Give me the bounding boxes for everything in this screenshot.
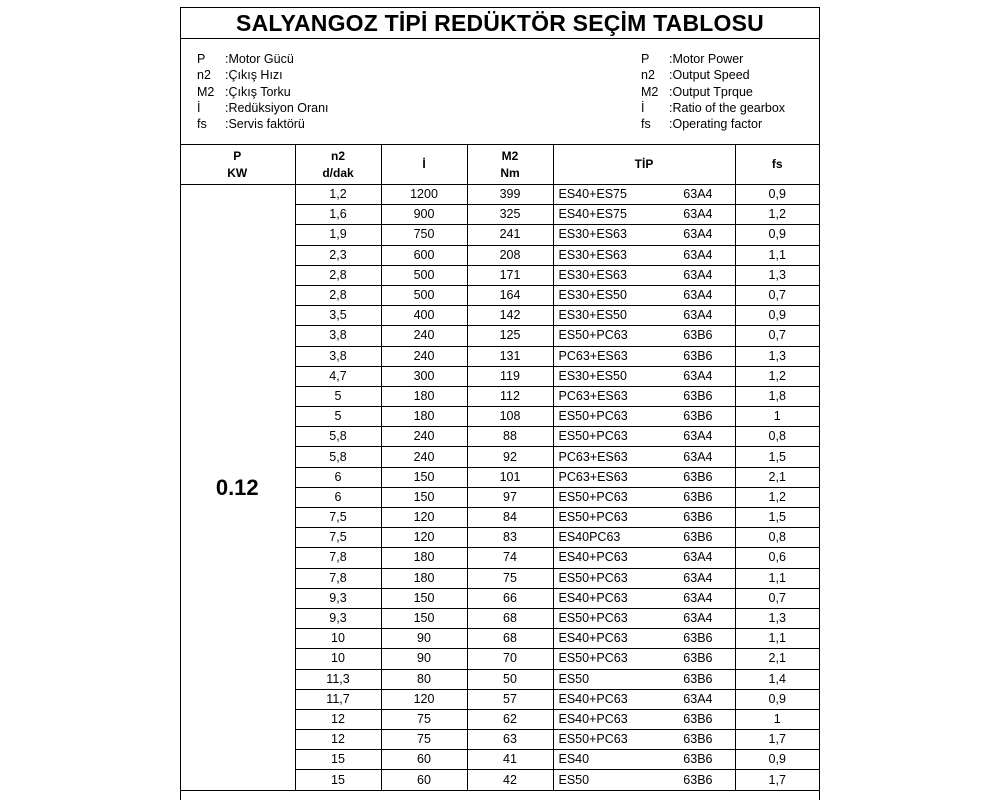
torque-cell: 68 — [467, 629, 553, 649]
legend-text: :Motor Power — [669, 52, 744, 66]
legend-symbol: M2 — [197, 84, 215, 99]
gearbox-type: ES50 — [558, 671, 590, 686]
service-factor-cell: 0,6 — [735, 548, 819, 568]
motor-code: 63A4 — [683, 187, 713, 202]
legend-text: :Servis faktörü — [225, 117, 305, 132]
type-cell — [553, 487, 735, 507]
gearbox-type: ES50+PC63 — [558, 489, 628, 504]
legend-line — [197, 116, 329, 132]
ratio-cell: 600 — [381, 245, 467, 265]
legend-line — [641, 116, 785, 132]
header-unit: Nm — [500, 165, 520, 180]
output-speed-cell: 7,8 — [295, 548, 381, 568]
torque-cell: 84 — [467, 508, 553, 528]
motor-code: 63A4 — [683, 429, 713, 444]
service-factor-cell: 2,1 — [735, 467, 819, 487]
legend-symbol: M2 — [641, 84, 659, 99]
gearbox-type: ES30+ES50 — [558, 368, 627, 383]
type-cell-content — [554, 347, 735, 366]
output-speed-cell: 1,6 — [295, 205, 381, 225]
type-cell-content — [554, 609, 735, 628]
type-cell-content — [554, 407, 735, 426]
type-cell — [553, 366, 735, 386]
type-cell — [553, 185, 735, 205]
output-speed-cell: 9,3 — [295, 608, 381, 628]
output-speed-cell: 7,5 — [295, 528, 381, 548]
ratio-cell: 1200 — [381, 185, 467, 205]
output-speed-cell: 2,8 — [295, 285, 381, 305]
gearbox-type: ES50+PC63 — [558, 409, 628, 424]
legend — [181, 39, 819, 144]
motor-code: 63A4 — [683, 550, 713, 565]
service-factor-cell: 1,8 — [735, 386, 819, 406]
legend-line — [197, 67, 329, 83]
motor-code: 63B6 — [683, 631, 713, 646]
type-cell-content — [554, 629, 735, 648]
gearbox-type: ES30+ES63 — [558, 267, 627, 282]
type-cell — [553, 528, 735, 548]
column-header-type: TİP — [553, 145, 735, 185]
gearbox-type: ES50+PC63 — [558, 611, 628, 626]
motor-code: 63B6 — [683, 772, 713, 787]
torque-cell: 50 — [467, 669, 553, 689]
motor-code: 63B6 — [683, 409, 713, 424]
torque-cell: 70 — [467, 649, 553, 669]
output-speed-cell: 6 — [295, 487, 381, 507]
gearbox-type: ES40+ES75 — [558, 187, 627, 202]
motor-code: 63B6 — [683, 711, 713, 726]
ratio-cell: 90 — [381, 629, 467, 649]
type-cell — [553, 508, 735, 528]
ratio-cell: 500 — [381, 285, 467, 305]
legend-symbol: İ — [197, 100, 201, 115]
service-factor-cell: 1,5 — [735, 508, 819, 528]
legend-text: :Output Speed — [669, 68, 750, 83]
header-line: M2 — [501, 148, 519, 163]
output-speed-cell: 1,2 — [295, 185, 381, 205]
torque-cell: 131 — [467, 346, 553, 366]
output-speed-cell: 11,3 — [295, 669, 381, 689]
type-cell — [553, 709, 735, 729]
service-factor-cell: 1,1 — [735, 245, 819, 265]
service-factor-cell: 1,2 — [735, 366, 819, 386]
header-unit: d/dak — [322, 165, 354, 180]
column-header-output-speed — [295, 145, 381, 185]
type-cell-content — [554, 670, 735, 689]
torque-cell: 125 — [467, 326, 553, 346]
type-cell — [553, 568, 735, 588]
gearbox-type: ES50+PC63 — [558, 510, 628, 525]
type-cell-content — [554, 569, 735, 588]
legend-line — [641, 100, 785, 116]
gearbox-type: ES50+PC63 — [558, 651, 628, 666]
motor-code: 63A4 — [683, 691, 713, 706]
legend-text: :Ratio of the gearbox — [669, 100, 786, 115]
motor-code: 63A4 — [683, 449, 713, 464]
type-cell — [553, 689, 735, 709]
type-cell — [553, 770, 735, 790]
ratio-cell: 750 — [381, 225, 467, 245]
type-cell — [553, 467, 735, 487]
torque-cell: 97 — [467, 487, 553, 507]
ratio-cell: 240 — [381, 447, 467, 467]
legend-line — [641, 67, 785, 83]
motor-code: 63B6 — [683, 489, 713, 504]
output-speed-cell: 3,8 — [295, 326, 381, 346]
gearbox-type: ES50+PC63 — [558, 429, 628, 444]
ratio-cell: 150 — [381, 467, 467, 487]
type-cell-content — [554, 488, 735, 507]
type-cell-content — [554, 690, 735, 709]
legend-line — [197, 100, 329, 116]
service-factor-cell: 0,9 — [735, 689, 819, 709]
torque-cell: 325 — [467, 205, 553, 225]
legend-line — [641, 84, 785, 100]
service-factor-cell: 1,5 — [735, 447, 819, 467]
table-row — [180, 185, 819, 205]
torque-cell: 62 — [467, 709, 553, 729]
service-factor-cell: 0,8 — [735, 427, 819, 447]
service-factor-cell: 1,2 — [735, 205, 819, 225]
ratio-cell: 180 — [381, 386, 467, 406]
table-body — [180, 185, 819, 791]
ratio-cell: 60 — [381, 750, 467, 770]
motor-code: 63A4 — [683, 368, 713, 383]
service-factor-cell: 1,3 — [735, 346, 819, 366]
gearbox-type: PC63+ES63 — [558, 388, 628, 403]
type-cell-content — [554, 508, 735, 527]
type-cell-content — [554, 750, 735, 769]
ratio-cell: 240 — [381, 427, 467, 447]
motor-code: 63B6 — [683, 469, 713, 484]
type-cell-content — [554, 427, 735, 446]
torque-cell: 101 — [467, 467, 553, 487]
type-cell-content — [554, 589, 735, 608]
service-factor-cell: 1,1 — [735, 568, 819, 588]
ratio-cell: 75 — [381, 730, 467, 750]
service-factor-cell: 1,2 — [735, 487, 819, 507]
legend-line — [641, 51, 785, 67]
motor-code: 63A4 — [683, 570, 713, 585]
service-factor-cell: 1 — [735, 709, 819, 729]
type-cell-content — [554, 528, 735, 547]
gearbox-type: ES30+ES50 — [558, 288, 627, 303]
type-cell-content — [554, 649, 735, 668]
legend-line — [197, 51, 329, 67]
output-speed-cell: 9,3 — [295, 588, 381, 608]
type-cell — [553, 447, 735, 467]
service-factor-cell: 0,9 — [735, 185, 819, 205]
type-cell-content — [554, 225, 735, 244]
column-header-power — [180, 145, 295, 185]
ratio-cell: 120 — [381, 508, 467, 528]
ratio-cell: 120 — [381, 689, 467, 709]
type-cell — [553, 306, 735, 326]
gearbox-selection-table — [180, 144, 819, 791]
torque-cell: 108 — [467, 407, 553, 427]
type-cell-content — [554, 205, 735, 224]
service-factor-cell: 0,7 — [735, 326, 819, 346]
ratio-cell: 240 — [381, 326, 467, 346]
selection-table-document — [180, 7, 820, 800]
type-cell — [553, 649, 735, 669]
column-header-ratio: İ — [381, 145, 467, 185]
motor-code: 63A4 — [683, 227, 713, 242]
motor-code: 63B6 — [683, 732, 713, 747]
torque-cell: 57 — [467, 689, 553, 709]
gearbox-type: ES40PC63 — [558, 530, 621, 545]
type-cell — [553, 346, 735, 366]
type-cell — [553, 750, 735, 770]
output-speed-cell: 6 — [295, 467, 381, 487]
motor-code: 63A4 — [683, 267, 713, 282]
type-cell-content — [554, 387, 735, 406]
motor-code: 63B6 — [683, 510, 713, 525]
motor-code: 63B6 — [683, 752, 713, 767]
gearbox-type: ES40+PC63 — [558, 711, 628, 726]
service-factor-cell: 1,3 — [735, 265, 819, 285]
ratio-cell: 500 — [381, 265, 467, 285]
torque-cell: 42 — [467, 770, 553, 790]
header-line: n2 — [330, 148, 345, 163]
service-factor-cell: 1,7 — [735, 730, 819, 750]
output-speed-cell: 7,8 — [295, 568, 381, 588]
ratio-cell: 900 — [381, 205, 467, 225]
gearbox-type: ES40+PC63 — [558, 691, 628, 706]
header-unit: KW — [227, 165, 248, 180]
type-cell-content — [554, 771, 735, 790]
legend-text: :Çıkış Torku — [225, 84, 291, 99]
torque-cell: 112 — [467, 386, 553, 406]
legend-symbol: fs — [641, 117, 651, 132]
ratio-cell: 150 — [381, 487, 467, 507]
type-cell-content — [554, 548, 735, 567]
service-factor-cell: 0,9 — [735, 306, 819, 326]
legend-symbol: P — [641, 52, 650, 66]
motor-code: 63B6 — [683, 530, 713, 545]
motor-code: 63B6 — [683, 328, 713, 343]
output-speed-cell: 3,8 — [295, 346, 381, 366]
type-cell — [553, 669, 735, 689]
type-cell-content — [554, 367, 735, 386]
output-speed-cell: 12 — [295, 709, 381, 729]
output-speed-cell: 11,7 — [295, 689, 381, 709]
type-cell-content — [554, 448, 735, 467]
gearbox-type: ES40 — [558, 752, 590, 767]
header-line: P — [233, 148, 242, 163]
gearbox-type: ES40+PC63 — [558, 550, 628, 565]
gearbox-type: ES50+PC63 — [558, 328, 628, 343]
ratio-cell: 180 — [381, 568, 467, 588]
output-speed-cell: 5,8 — [295, 427, 381, 447]
legend-english — [641, 51, 785, 132]
torque-cell: 68 — [467, 608, 553, 628]
gearbox-type: ES30+ES63 — [558, 227, 627, 242]
ratio-cell: 80 — [381, 669, 467, 689]
motor-power-cell: 0.12 — [180, 185, 295, 791]
legend-text: :Motor Gücü — [225, 52, 294, 66]
ratio-cell: 240 — [381, 346, 467, 366]
motor-code: 63A4 — [683, 590, 713, 605]
type-cell-content — [554, 468, 735, 487]
service-factor-cell: 1,3 — [735, 608, 819, 628]
legend-turkish — [197, 51, 329, 132]
type-cell-content — [554, 286, 735, 305]
torque-cell: 171 — [467, 265, 553, 285]
torque-cell: 63 — [467, 730, 553, 750]
ratio-cell: 300 — [381, 366, 467, 386]
ratio-cell: 400 — [381, 306, 467, 326]
torque-cell: 74 — [467, 548, 553, 568]
motor-code: 63B6 — [683, 671, 713, 686]
motor-code: 63A4 — [683, 288, 713, 303]
type-cell — [553, 285, 735, 305]
output-speed-cell: 10 — [295, 649, 381, 669]
ratio-cell: 75 — [381, 709, 467, 729]
torque-cell: 142 — [467, 306, 553, 326]
type-cell — [553, 326, 735, 346]
output-speed-cell: 5,8 — [295, 447, 381, 467]
gearbox-type: PC63+ES63 — [558, 449, 628, 464]
gearbox-type: PC63+ES63 — [558, 469, 628, 484]
service-factor-cell: 1,4 — [735, 669, 819, 689]
table-header-row — [180, 145, 819, 185]
legend-line — [197, 84, 329, 100]
gearbox-type: ES30+ES50 — [558, 308, 627, 323]
motor-code: 63A4 — [683, 308, 713, 323]
service-factor-cell: 0,7 — [735, 588, 819, 608]
service-factor-cell: 1,7 — [735, 770, 819, 790]
type-cell-content — [554, 326, 735, 345]
legend-symbol: P — [197, 52, 206, 66]
gearbox-type: ES30+ES63 — [558, 247, 627, 262]
torque-cell: 164 — [467, 285, 553, 305]
type-cell-content — [554, 266, 735, 285]
gearbox-type: ES40+PC63 — [558, 590, 628, 605]
output-speed-cell: 2,3 — [295, 245, 381, 265]
legend-symbol: İ — [641, 100, 645, 115]
torque-cell: 66 — [467, 588, 553, 608]
type-cell — [553, 629, 735, 649]
motor-code: 63A4 — [683, 207, 713, 222]
motor-code: 63B6 — [683, 348, 713, 363]
type-cell — [553, 386, 735, 406]
gearbox-type: ES50 — [558, 772, 590, 787]
output-speed-cell: 10 — [295, 629, 381, 649]
type-cell-content — [554, 185, 735, 204]
output-speed-cell: 5 — [295, 386, 381, 406]
output-speed-cell: 3,5 — [295, 306, 381, 326]
motor-code: 63B6 — [683, 388, 713, 403]
torque-cell: 92 — [467, 447, 553, 467]
motor-code: 63A4 — [683, 611, 713, 626]
legend-symbol: n2 — [197, 68, 211, 83]
torque-cell: 241 — [467, 225, 553, 245]
type-cell — [553, 427, 735, 447]
type-cell — [553, 548, 735, 568]
ratio-cell: 150 — [381, 608, 467, 628]
service-factor-cell: 0,9 — [735, 225, 819, 245]
torque-cell: 208 — [467, 245, 553, 265]
type-cell — [553, 730, 735, 750]
ratio-cell: 90 — [381, 649, 467, 669]
service-factor-cell: 0,8 — [735, 528, 819, 548]
type-cell — [553, 225, 735, 245]
service-factor-cell: 1 — [735, 407, 819, 427]
type-cell — [553, 608, 735, 628]
output-speed-cell: 4,7 — [295, 366, 381, 386]
service-factor-cell: 0,9 — [735, 750, 819, 770]
ratio-cell: 150 — [381, 588, 467, 608]
output-speed-cell: 5 — [295, 407, 381, 427]
legend-symbol: fs — [197, 117, 207, 132]
legend-text: :Output Tprque — [669, 84, 753, 99]
torque-cell: 119 — [467, 366, 553, 386]
gearbox-type: ES40+PC63 — [558, 631, 628, 646]
legend-text: :Çıkış Hızı — [225, 68, 283, 83]
torque-cell: 88 — [467, 427, 553, 447]
ratio-cell: 180 — [381, 548, 467, 568]
page-title: SALYANGOZ TİPİ REDÜKTÖR SEÇİM TABLOSU — [181, 8, 819, 39]
torque-cell: 399 — [467, 185, 553, 205]
legend-symbol: n2 — [641, 68, 655, 83]
type-cell-content — [554, 246, 735, 265]
motor-code: 63A4 — [683, 247, 713, 262]
service-factor-cell: 1,1 — [735, 629, 819, 649]
ratio-cell: 180 — [381, 407, 467, 427]
output-speed-cell: 15 — [295, 750, 381, 770]
torque-cell: 83 — [467, 528, 553, 548]
type-cell — [553, 245, 735, 265]
type-cell — [553, 205, 735, 225]
type-cell — [553, 588, 735, 608]
legend-text: :Redüksiyon Oranı — [225, 100, 329, 115]
ratio-cell: 60 — [381, 770, 467, 790]
motor-code: 63B6 — [683, 651, 713, 666]
torque-cell: 75 — [467, 568, 553, 588]
type-cell-content — [554, 710, 735, 729]
output-speed-cell: 7,5 — [295, 508, 381, 528]
legend-text: :Operating factor — [669, 117, 763, 132]
gearbox-type: ES50+PC63 — [558, 570, 628, 585]
column-header-torque — [467, 145, 553, 185]
ratio-cell: 120 — [381, 528, 467, 548]
torque-cell: 41 — [467, 750, 553, 770]
output-speed-cell: 1,9 — [295, 225, 381, 245]
type-cell — [553, 265, 735, 285]
type-cell-content — [554, 306, 735, 325]
type-cell — [553, 407, 735, 427]
gearbox-type: ES50+PC63 — [558, 732, 628, 747]
gearbox-type: PC63+ES63 — [558, 348, 628, 363]
output-speed-cell: 12 — [295, 730, 381, 750]
service-factor-cell: 0,7 — [735, 285, 819, 305]
type-cell-content — [554, 730, 735, 749]
service-factor-cell: 2,1 — [735, 649, 819, 669]
gearbox-type: ES40+ES75 — [558, 207, 627, 222]
output-speed-cell: 15 — [295, 770, 381, 790]
output-speed-cell: 2,8 — [295, 265, 381, 285]
column-header-service-factor: fs — [735, 145, 819, 185]
